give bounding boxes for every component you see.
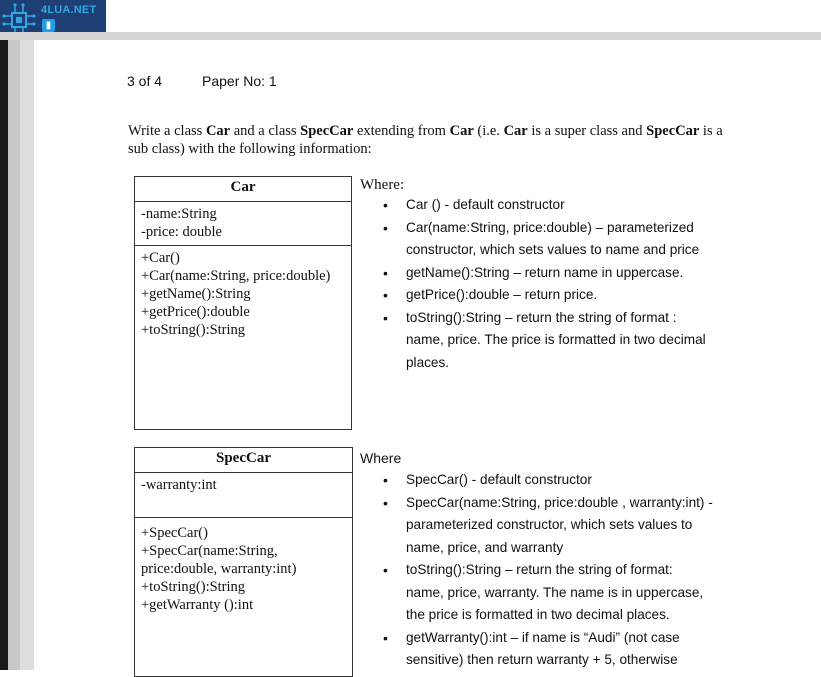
- list-item: • getName():String – return name in uppercase.: [383, 262, 713, 285]
- uml-speccar-class: [134, 447, 353, 677]
- car-method-descriptions: [383, 194, 713, 374]
- list-item: • toString():String – return the string of format : name, price. The price is formatted in two decimal places.: [383, 307, 713, 375]
- list-item: • getPrice():double – return price.: [383, 284, 713, 307]
- list-item: • Car(name:String, price:double) – parameterized constructor, which sets values to name and price: [383, 217, 713, 262]
- uml-speccar-attributes: -warranty:int: [135, 473, 352, 518]
- speccar-method-descriptions: [383, 469, 713, 672]
- page-number: 3 of 4: [127, 73, 163, 89]
- viewer-frame-margin-inner: [20, 40, 34, 670]
- uml-car-class: [134, 176, 352, 430]
- uml-car-title: Car: [135, 177, 351, 202]
- uml-car-attributes: -name:String -price: double: [135, 202, 351, 246]
- watermark-text: 4LUA.NET: [41, 4, 97, 16]
- list-item: • Car () - default constructor: [383, 194, 713, 217]
- speccar-where-label: Where: [360, 450, 402, 466]
- list-item: • getWarranty():int – if name is “Audi” (not case sensitive) then return warranty + 5, otherwise: [383, 627, 713, 672]
- paper-number: Paper No: 1: [202, 73, 277, 89]
- list-item: • SpecCar() - default constructor: [383, 469, 713, 492]
- car-where-label: Where:: [360, 177, 405, 193]
- viewer-frame-top: [0, 32, 821, 40]
- uml-car-methods: +Car() +Car(name:String, price:double) +getName():String +getPrice():double +toString():String: [141, 250, 331, 338]
- viewer-frame-margin: [8, 40, 20, 670]
- uml-speccar-methods: +SpecCar() +SpecCar(name:String, price:double, warranty:int) +toString():String +getWarranty ():int: [141, 525, 297, 613]
- question-intro: Write a class Car and a class SpecCar extending from Car (i.e. Car is a super class and SpecCar is a sub class) with the following information:: [128, 123, 723, 157]
- viewer-frame-left: [0, 40, 8, 670]
- top-bar: [0, 0, 821, 32]
- list-item: • SpecCar(name:String, price:double , warranty:int) - parameterized constructor, which sets values to name, price, and warranty: [383, 492, 713, 560]
- list-item: • toString():String – return the string of format: name, price, warranty. The name is in uppercase, the price is formatted in two decimal places.: [383, 559, 713, 627]
- uml-speccar-title: SpecCar: [135, 448, 352, 473]
- watermark-badge: ▮: [42, 19, 55, 32]
